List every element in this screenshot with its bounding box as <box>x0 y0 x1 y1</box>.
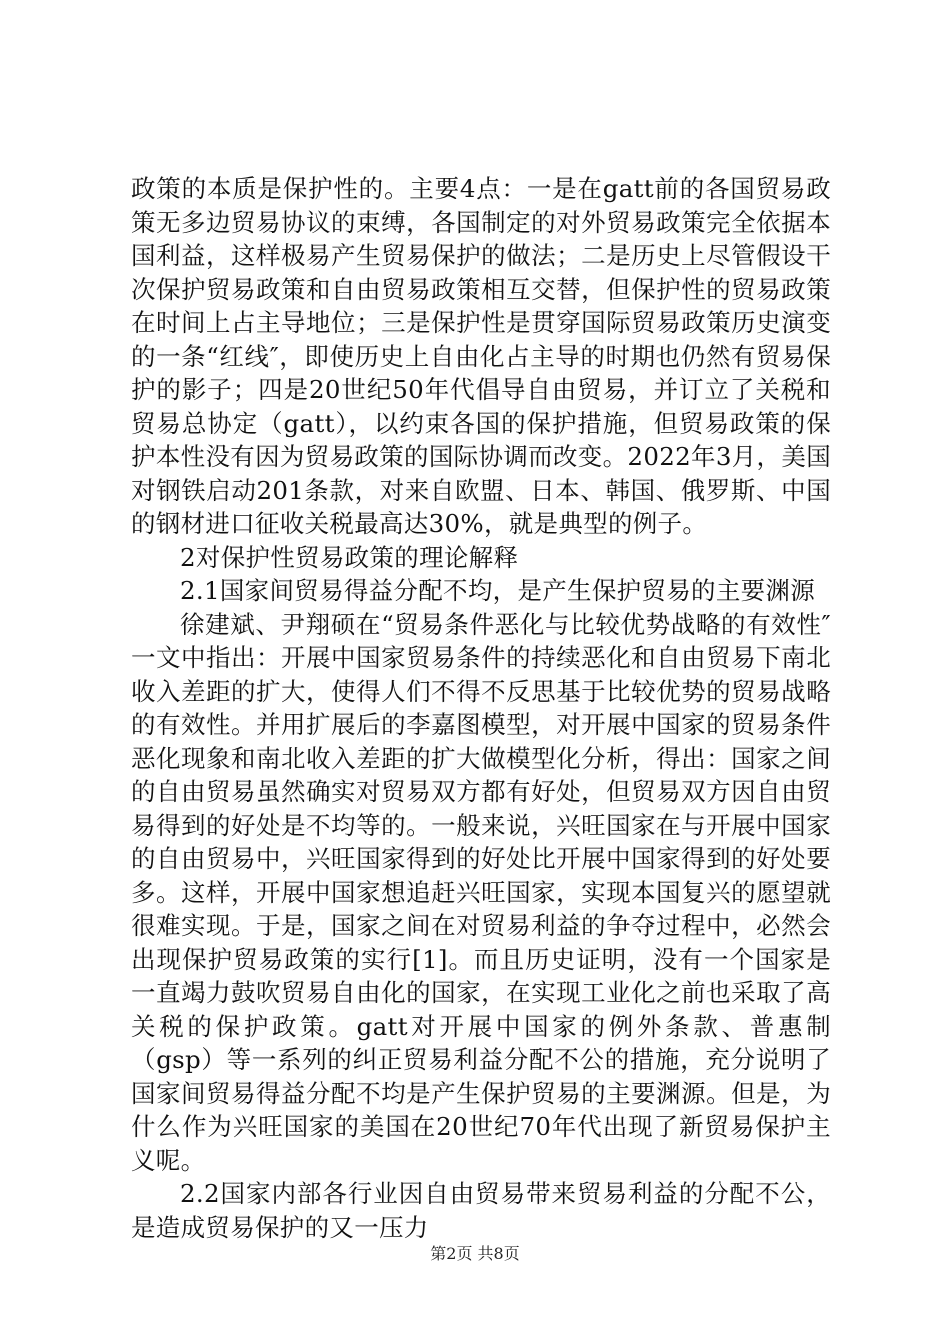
heading-section-2-2: 2.2国家内部各行业因自由贸易带来贸易利益的分配不公，是造成贸易保护的又一压力 <box>131 1179 831 1242</box>
page-footer: 第2页 共8页 <box>430 1244 520 1263</box>
heading-section-2: 2对保护性贸易政策的理论解释 <box>180 542 519 572</box>
body-text <box>131 172 831 1244</box>
paragraph-policy-nature: 政策的本质是保护性的。主要4点：一是在gatt前的各国贸易政策无多边贸易协议的束缚，各国制定的对外贸易政策完全依据本国利益，这样极易产生贸易保护的做法；二是历史上尽管假设干次保护贸易政策和自由贸易政策相互交替，但保护性的贸易政策在时间上占主导地位；三是保护性是贯穿国际贸易政策历史演变的一条“红线″，即使历史上自由化占主导的时期也仍然有贸易保护的影子；四是20世纪50年代倡导自由贸易，并订立了关税和贸易总协定（gatt），以约束各国的保护措施，但贸易政策的保护本性没有因为贸易政策的国际协调而改变。2022年3月，美国对钢铁启动201条款，对来自欧盟、日本、韩国、俄罗斯、中国的钢材进口征收关税最高达30%，就是典型的例子。 <box>131 174 831 538</box>
paragraph-xu-yin: 徐建斌、尹翔硕在“贸易条件恶化与比较优势战略的有效性″一文中指出：开展中国家贸易条件的持续恶化和自由贸易下南北收入差距的扩大，使得人们不得不反思基于比较优势的贸易战略的有效性。并用扩展后的李嘉图模型，对开展中国家的贸易条件恶化现象和南北收入差距的扩大做模型化分析，得出：国家之间的自由贸易虽然确实对贸易双方都有好处，但贸易双方因自由贸易得到的好处是不均等的。一般来说，兴旺国家在与开展中国家的自由贸易中，兴旺国家得到的好处比开展中国家得到的好处要多。这样，开展中国家想追赶兴旺国家，实现本国复兴的愿望就很难实现。于是，国家之间在对贸易利益的争夺过程中，必然会出现保护贸易政策的实行[1]。而且历史证明，没有一个国家是一直竭力鼓吹贸易自由化的国家，在实现工业化之前也采取了高关税的保护政策。gatt对开展中国家的例外条款、普惠制（gsp）等一系列的纠正贸易利益分配不公的措施，充分说明了国家间贸易得益分配不均是产生保护贸易的主要渊源。但是，为什么作为兴旺国家的美国在20世纪70年代出现了新贸易保护主义呢。 <box>131 609 831 1175</box>
heading-section-2-1: 2.1国家间贸易得益分配不均，是产生保护贸易的主要渊源 <box>180 576 816 605</box>
